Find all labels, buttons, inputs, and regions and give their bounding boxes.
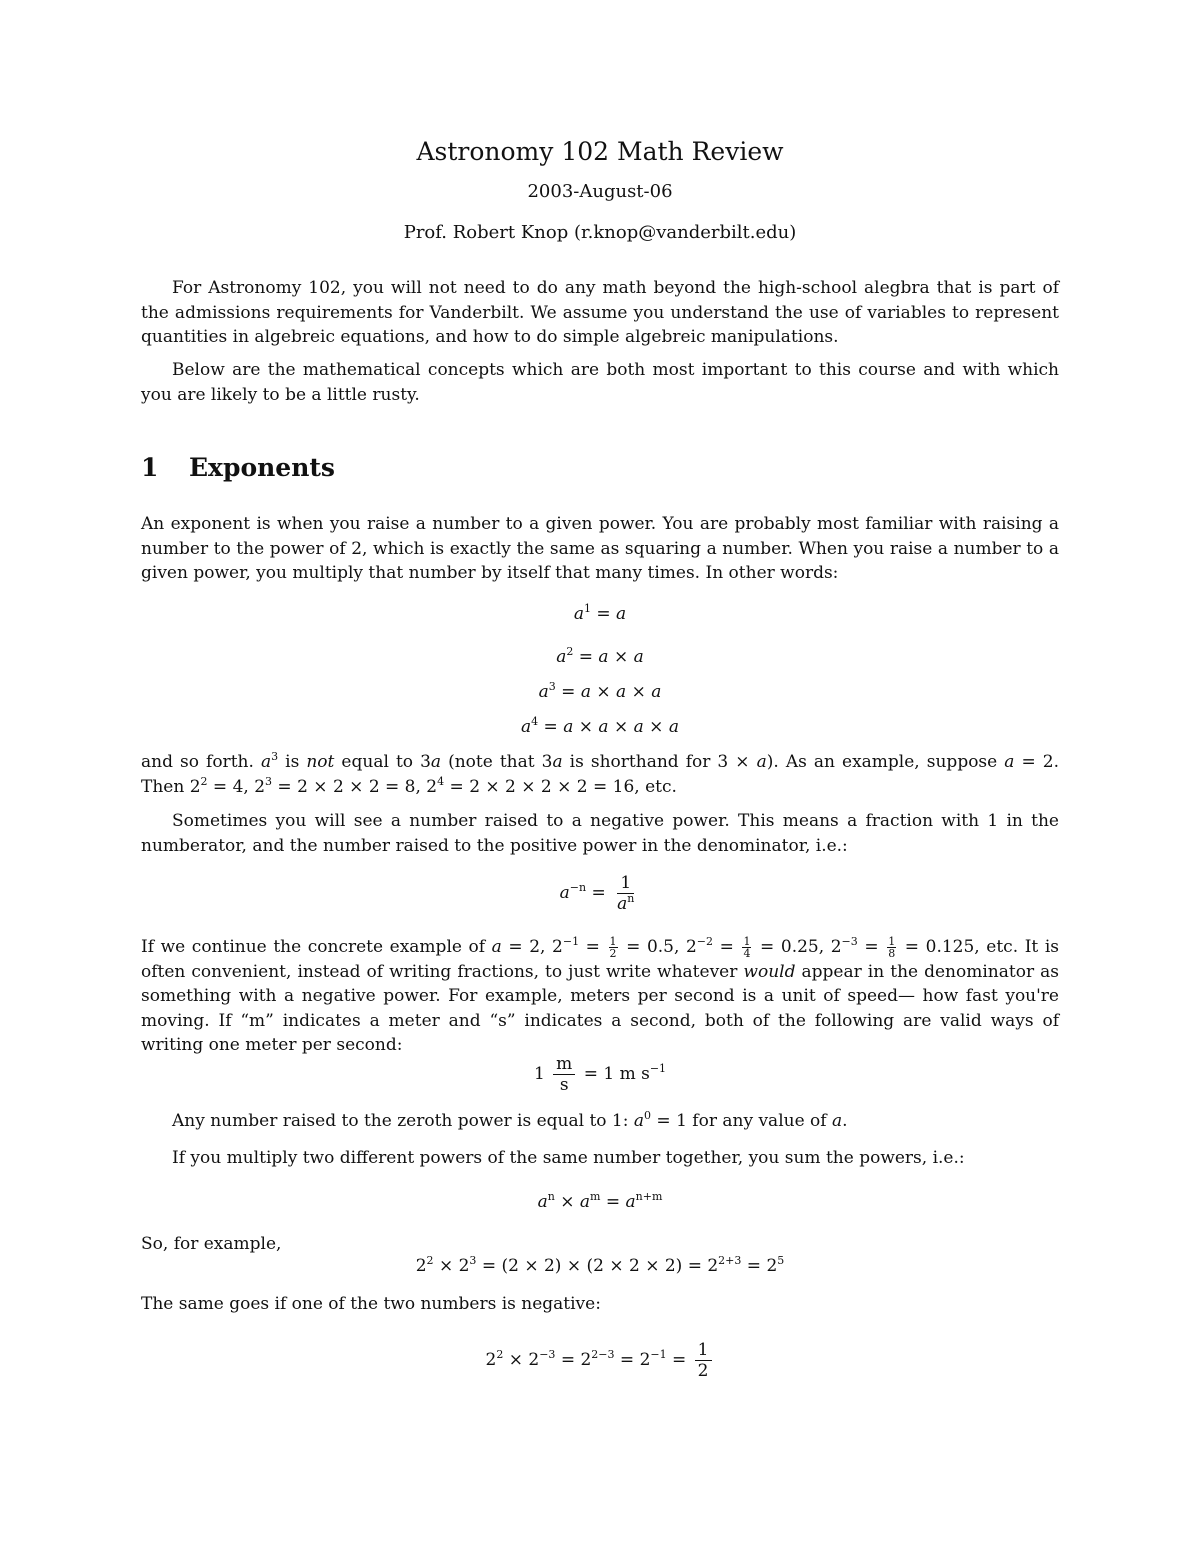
exponents-paragraph-2: and so forth. $a^3$ is not equal to 3a (note that 3a is shorthand for 3 × a). As an example, suppose a = 2. Then $2^2 = 4$, $2^3 = 2 \times 2 \times 2 = 8$, $2^4 = 2 \times 2 \times 2 \times 2 = 16$, etc. bbox=[141, 750, 1059, 797]
equation-meters-per-second: 1 $\frac{m}{s}$ = 1 m $s^{-1}$ bbox=[533, 1054, 667, 1095]
section-title: Exponents bbox=[189, 453, 335, 482]
exponents-paragraph-3: Sometimes you will see a number raised to a negative power. This means a fraction with 1 in the numberator, and the number raised to the positive power in the denominator, i.e.: bbox=[141, 811, 1059, 856]
intro-paragraph-2: Below are the mathematical concepts which are both most important to this course and with which you are likely to be a little rusty. bbox=[141, 360, 1059, 405]
intro-paragraph-1: For Astronomy 102, you will not need to do any math beyond the high-school alegbra that is part of the admissions requirements for Vanderbilt. We assume you understand the use of variables to represent quantities in algebreic equations, and how to do simple algebreic manipulations. bbox=[141, 278, 1059, 347]
equation-a4: $a^4 = a \times a \times a \times a$ bbox=[521, 715, 679, 737]
equation-a1: $a^1 = a$ bbox=[573, 602, 627, 624]
equation-negative-power: $a^{-n}$ = $\frac{1}{a^n}$ bbox=[559, 873, 635, 914]
equation-example-negative: $2^2 \times 2^{-3} = 2^{2-3} = 2^{-1}$ = $\frac{1}{2}$ bbox=[0, 1340, 1200, 1381]
equation-example-sum: $2^2 \times 2^3 = (2 \times 2) \times (2 \times 2 \times 2) = 2^{2+3} = 2^5$ bbox=[415, 1254, 785, 1276]
section-number: 1 bbox=[141, 453, 159, 482]
exponents-paragraph-4: If we continue the concrete example of a = 2, $2^{-1}$ = $\frac{1}{2}$ = 0.5, $2^{-2}$ = $\frac{1}{4}$ = 0.25, $2^{-3}$ = $\frac{1}{8}$ = 0.125, etc. It is often convenient, instead of writing fractions, to just write whatever would appear in the denominator as something with a negative power. For example, meters per second is a unit of speed— how fast you're moving. If “m” indicates a meter and “s” indicates a second, both of the following are valid ways of writing one meter per second: bbox=[141, 935, 1059, 1055]
exponents-paragraph-1: An exponent is when you raise a number to a given power. You are probably most familiar with raising a number to the power of 2, which is exactly the same as squaring a number. When you raise a number to a given power, you multiply that number by itself that many times. In other words: bbox=[141, 514, 1059, 583]
exponents-paragraph-8: The same goes if one of the two numbers is negative: bbox=[141, 1294, 601, 1314]
equation-sum-powers: $a^n \times a^m = a^{n+m}$ bbox=[537, 1190, 663, 1212]
equation-a2: $a^2 = a \times a$ bbox=[556, 645, 644, 667]
document-author: Prof. Robert Knop (r.knop@vanderbilt.edu) bbox=[403, 222, 797, 243]
exponents-paragraph-7: So, for example, bbox=[141, 1234, 282, 1254]
equation-a3: $a^3 = a \times a \times a$ bbox=[538, 680, 662, 702]
section-heading bbox=[141, 450, 335, 486]
document-date: 2003-August-06 bbox=[527, 181, 673, 202]
document-title: Astronomy 102 Math Review bbox=[416, 137, 784, 166]
exponents-paragraph-5: Any number raised to the zeroth power is equal to 1: $a^0 = 1$ for any value of a. bbox=[172, 1109, 848, 1131]
exponents-paragraph-6: If you multiply two different powers of the same number together, you sum the powers, i.e.: bbox=[172, 1148, 965, 1168]
